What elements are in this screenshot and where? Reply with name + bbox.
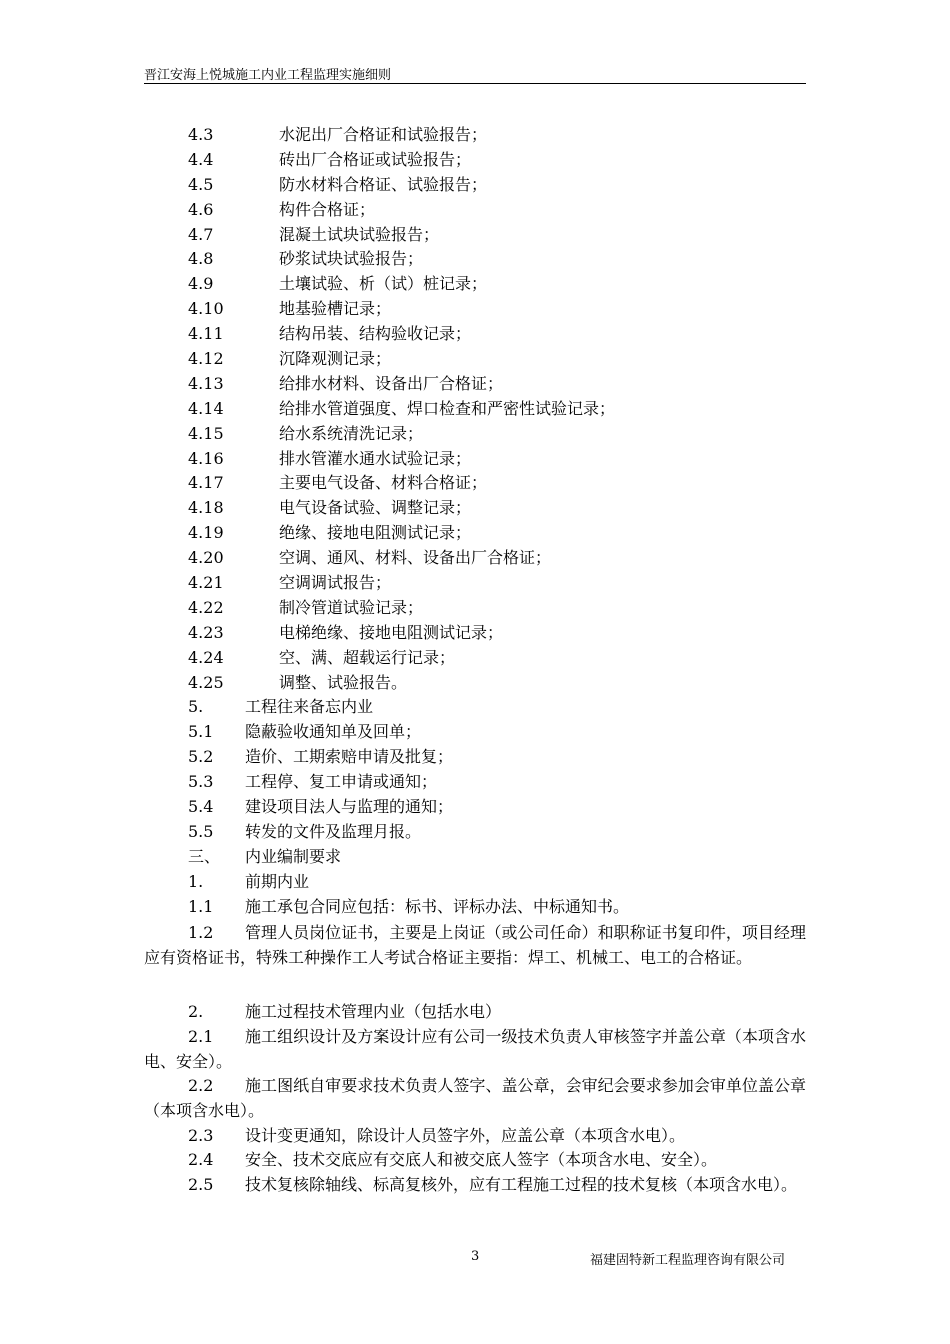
list-item-text: 建设项目法人与监理的通知； (245, 797, 454, 817)
list-item (0, 546, 950, 571)
list-item (0, 496, 950, 521)
list-item-text: 沉降观测记录； (279, 349, 392, 369)
list-item-number: 4.23 (188, 622, 224, 642)
list-item (0, 447, 950, 472)
list-item-number: 4.11 (188, 324, 224, 344)
list-item-number: 4.24 (188, 647, 224, 667)
paragraph-number: 2.1 (188, 1027, 214, 1046)
list-item (0, 695, 950, 720)
paragraph-number: 1.2 (188, 923, 214, 942)
list-item (0, 422, 950, 447)
list-item-number: 4.10 (188, 299, 224, 319)
list-item-number: 5.2 (188, 747, 214, 767)
list-item-text: 空调、通风、材料、设备出厂合格证； (279, 548, 552, 568)
list-item-number: 4.16 (188, 448, 224, 468)
list-item-text: 调整、试验报告。 (279, 672, 408, 692)
list-item-text: 给排水管道强度、焊口检查和严密性试验记录； (279, 398, 616, 418)
list-item-number: 1.1 (188, 896, 214, 916)
list-item-text: 空、满、超载运行记录； (279, 647, 456, 667)
list-item (0, 471, 950, 496)
list-item-number: 4.17 (188, 473, 224, 493)
list-item-text: 给排水材料、设备出厂合格证； (279, 373, 504, 393)
list-item-text: 前期内业 (245, 871, 310, 891)
list-item (0, 397, 950, 422)
body-paragraph (144, 1000, 806, 1025)
list-item-number: 三、 (188, 846, 221, 866)
list-item (0, 571, 950, 596)
list-item (0, 720, 950, 745)
list-item-number: 4.3 (188, 125, 214, 144)
paragraph-number: 2.3 (188, 1126, 214, 1145)
list-item (0, 521, 950, 546)
list-item-text: 电梯绝缘、接地电阻测试记录； (279, 622, 504, 642)
list-item (0, 322, 950, 347)
list-item-number: 5.4 (188, 797, 214, 817)
list-item-text: 造价、工期索赔申请及批复； (245, 747, 454, 767)
list-item (0, 770, 950, 795)
list-item (0, 123, 950, 148)
list-item (0, 820, 950, 845)
list-item-number: 4.18 (188, 498, 224, 518)
header-rule (144, 83, 806, 84)
list-item-text: 隐蔽验收通知单及回单； (245, 722, 422, 742)
list-item (0, 845, 950, 870)
list-item-text: 防水材料合格证、试验报告； (279, 174, 488, 194)
body-paragraph (144, 921, 806, 971)
list-item-number: 4.9 (188, 274, 214, 294)
list-item-text: 电气设备试验、调整记录； (279, 498, 472, 518)
list-item-text: 工程停、复工申请或通知； (245, 772, 438, 792)
list-item (0, 795, 950, 820)
list-item-text: 混凝土试块试验报告； (279, 224, 440, 244)
paragraph-number: 2. (188, 1002, 204, 1021)
list-item-number: 4.6 (188, 199, 214, 219)
list-item-text: 砖出厂合格证或试验报告； (279, 149, 472, 169)
list-item (0, 272, 950, 297)
list-item-text: 构件合格证； (279, 199, 376, 219)
list-item-text: 内业编制要求 (245, 846, 342, 866)
list-item (0, 347, 950, 372)
list-item-number: 4.15 (188, 423, 224, 443)
document-list (0, 123, 950, 920)
list-item-number: 4.21 (188, 573, 224, 593)
list-item (0, 198, 950, 223)
body-paragraph (144, 1124, 806, 1149)
list-item-number: 5. (188, 697, 204, 717)
paragraph-text: 管理人员岗位证书，主要是上岗证（或公司任命）和职称证书复印件，项目经理应有资格证书，特殊工种操作工人考试合格证主要指：焊工、机械工、电工的合格证。 (144, 923, 806, 967)
footer-company: 福建固特新工程监理咨询有限公司 (590, 1253, 786, 1268)
paragraph-text: 设计变更通知，除设计人员签字外，应盖公章（本项含水电）。 (245, 1126, 686, 1145)
list-item-number: 4.25 (188, 672, 224, 692)
paragraph-number: 2.5 (188, 1175, 214, 1194)
list-item (0, 148, 950, 173)
list-item-text: 地基验槽记录； (279, 299, 392, 319)
list-item (0, 372, 950, 397)
paragraph-text: 技术复核除轴线、标高复核外，应有工程施工过程的技术复核（本项含水电）。 (245, 1175, 798, 1194)
list-item-number: 4.13 (188, 373, 224, 393)
paragraph-number: 2.2 (188, 1076, 214, 1095)
paragraph-number: 2.4 (188, 1150, 214, 1169)
list-item (0, 173, 950, 198)
list-item-text: 排水管灌水通水试验记录； (279, 448, 472, 468)
body-paragraph (144, 1074, 806, 1124)
list-item-text: 土壤试验、析（试）桩记录； (279, 274, 488, 294)
list-item-number: 4.20 (188, 548, 224, 568)
list-item-number: 4.7 (188, 224, 214, 244)
list-item (0, 596, 950, 621)
list-item (0, 223, 950, 248)
list-item-text: 水泥出厂合格证和试验报告； (279, 125, 488, 144)
paragraph-text: 施工组织设计及方案设计应有公司一级技术负责人审核签字并盖公章（本项含水电、安全）。 (144, 1027, 806, 1071)
list-item-text: 施工承包合同应包括：标书、评标办法、中标通知书。 (245, 896, 630, 916)
list-item-number: 1. (188, 871, 204, 891)
list-item-number: 5.1 (188, 722, 214, 742)
list-item-number: 4.22 (188, 597, 224, 617)
list-item-text: 制冷管道试验记录； (279, 597, 424, 617)
list-item (0, 671, 950, 696)
list-item-number: 4.14 (188, 398, 224, 418)
list-item-number: 5.3 (188, 772, 214, 792)
list-item-number: 4.5 (188, 174, 214, 194)
list-item (0, 646, 950, 671)
list-item-text: 给水系统清洗记录； (279, 423, 424, 443)
body-paragraph (144, 1025, 806, 1075)
list-item (0, 297, 950, 322)
list-item-text: 结构吊装、结构验收记录； (279, 324, 472, 344)
list-item (0, 870, 950, 895)
list-item-text: 转发的文件及监理月报。 (245, 821, 422, 841)
list-item (0, 895, 950, 920)
list-item-number: 4.8 (188, 249, 214, 269)
list-item-text: 工程往来备忘内业 (245, 697, 374, 717)
list-item-text: 主要电气设备、材料合格证； (279, 473, 488, 493)
page-number: 3 (471, 1249, 480, 1264)
list-item-number: 4.4 (188, 149, 214, 169)
list-item-number: 4.12 (188, 349, 224, 369)
list-item-number: 5.5 (188, 821, 214, 841)
list-item-text: 绝缘、接地电阻测试记录； (279, 523, 472, 543)
paragraph-text: 安全、技术交底应有交底人和被交底人签字（本项含水电、安全）。 (245, 1150, 718, 1169)
running-header: 晋江安海上悦城施工内业工程监理实施细则 (144, 68, 392, 83)
paragraph-text: 施工过程技术管理内业（包括水电） (245, 1002, 502, 1021)
list-item (0, 621, 950, 646)
list-item (0, 247, 950, 272)
body-paragraph (144, 1148, 806, 1173)
body-paragraph (144, 1173, 806, 1198)
paragraph-text: 施工图纸自审要求技术负责人签字、盖公章，会审纪会要求参加会审单位盖公章（本项含水电）。 (144, 1076, 806, 1120)
list-item (0, 745, 950, 770)
list-item-number: 4.19 (188, 523, 224, 543)
list-item-text: 砂浆试块试验报告； (279, 249, 424, 269)
list-item-text: 空调调试报告； (279, 573, 392, 593)
